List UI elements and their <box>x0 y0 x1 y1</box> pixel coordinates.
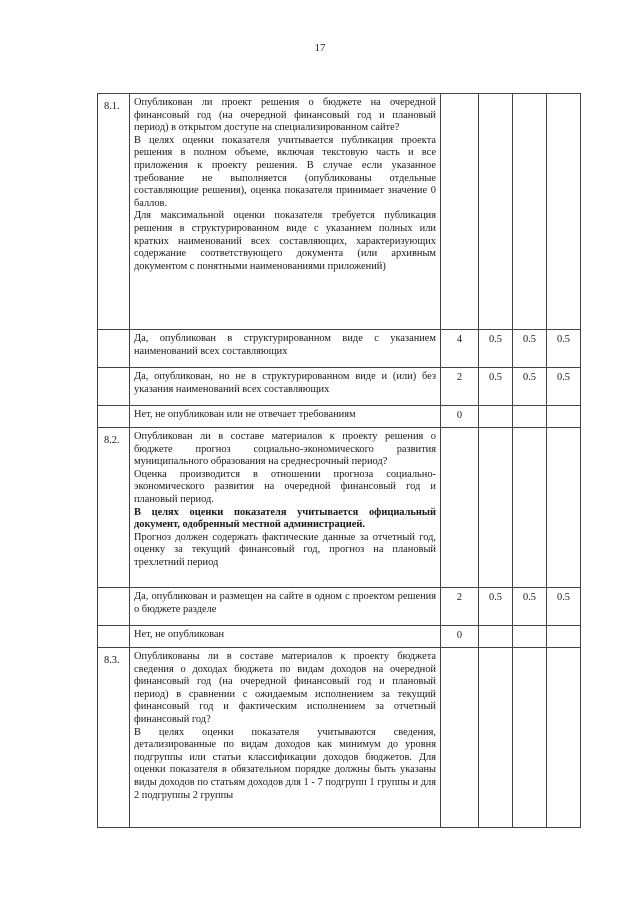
value-cell: 0.5 <box>513 588 547 626</box>
value-cell: 0.5 <box>479 588 513 626</box>
question-paragraph: Оценка производится в отношении прогноза социально-экономического развития на очередной финансовый год и плановый период. <box>134 468 436 505</box>
answer-text: Да, опубликован в структурированном виде с указанием наименований всех составляющих <box>130 330 441 368</box>
question-paragraph: Опубликован ли в составе материалов к проекту решения о бюджете прогноз социально-экономического развития муниципального образования на среднесрочный период? <box>134 431 436 468</box>
empty-cell <box>98 588 130 626</box>
question-text <box>130 94 441 330</box>
question-text <box>130 428 441 588</box>
answer-text: Да, опубликован, но не в структурированном виде и (или) без указания наименований всех составляющих <box>130 368 441 406</box>
question-row <box>98 94 581 330</box>
value-cell <box>513 626 547 648</box>
question-paragraph: В целях оценки показателя учитывается публикация проекта решения в полном объеме, включая текстовую часть и все приложения к проекту решения. В случае если указанное требование не выполняется (опубликованы отдельные составляющие решения), оценка показателя принимает значение 0 баллов. <box>134 134 436 209</box>
value-cell <box>513 428 547 588</box>
value-cell <box>547 428 581 588</box>
value-cell: 0.5 <box>547 330 581 368</box>
question-paragraph: Опубликован ли проект решения о бюджете на очередной финансовый год (на очередной финансовый год и плановый период) в открытом доступе на специализированном сайте? <box>134 97 436 134</box>
score-cell: 2 <box>441 588 479 626</box>
value-cell: 0.5 <box>479 330 513 368</box>
score-cell <box>441 428 479 588</box>
answer-row <box>98 588 581 626</box>
question-row <box>98 428 581 588</box>
answer-text: Нет, не опубликован или не отвечает требованиям <box>130 406 441 428</box>
value-cell <box>547 406 581 428</box>
score-cell: 0 <box>441 626 479 648</box>
question-row <box>98 648 581 828</box>
answer-text: Нет, не опубликован <box>130 626 441 648</box>
section-number: 8.3. <box>98 648 130 828</box>
answer-row <box>98 368 581 406</box>
value-cell <box>547 94 581 330</box>
score-cell: 4 <box>441 330 479 368</box>
value-cell <box>547 648 581 828</box>
value-cell: 0.5 <box>547 588 581 626</box>
empty-cell <box>98 330 130 368</box>
section-number: 8.2. <box>98 428 130 588</box>
score-cell: 0 <box>441 406 479 428</box>
value-cell: 0.5 <box>547 368 581 406</box>
score-cell <box>441 94 479 330</box>
question-paragraph: В целях оценки показателя учитываются сведения, детализированные по видам доходов как минимум до уровня подгруппы или статьи классификации доходов бюджетов. Для оценки показателя в обязательном порядке должны быть указаны виды доходов по статьям доходов для 1 - 7 подгрупп 1 группы и для 2 подгруппы 2 группы <box>134 726 436 801</box>
question-paragraph: В целях оценки показателя учитывается официальный документ, одобренный местной администрацией. <box>134 506 436 531</box>
question-paragraph: Прогноз должен содержать фактические данные за отчетный год, оценку за текущий финансовый год, прогноз на плановый трехлетний период <box>134 531 436 568</box>
score-cell <box>441 648 479 828</box>
value-cell: 0.5 <box>479 368 513 406</box>
section-number: 8.1. <box>98 94 130 330</box>
page-number: 17 <box>314 42 326 54</box>
empty-cell <box>98 406 130 428</box>
answer-row <box>98 330 581 368</box>
value-cell: 0.5 <box>513 330 547 368</box>
value-cell <box>479 406 513 428</box>
value-cell <box>479 648 513 828</box>
value-cell: 0.5 <box>513 368 547 406</box>
question-text <box>130 648 441 828</box>
criteria-table <box>97 93 581 828</box>
value-cell <box>479 94 513 330</box>
question-paragraph: Опубликованы ли в составе материалов к проекту бюджета сведения о доходах бюджета по видам доходов на очередной финансовый год (на очередной финансовый год и плановый период) в сравнении с ожидаемым исполнением за текущий финансовый год и фактическим исполнением за отчетный финансовый год? <box>134 651 436 725</box>
value-cell <box>479 428 513 588</box>
answer-row <box>98 406 581 428</box>
empty-cell <box>98 368 130 406</box>
value-cell <box>513 648 547 828</box>
question-paragraph: Для максимальной оценки показателя требуется публикация решения в структурированном виде с указанием полных или кратких наименований всех составляющих, характеризующих содержание соответствующего документа (или архивным документом с понятными наименованиями приложений) <box>134 210 436 272</box>
answer-text: Да, опубликован и размещен на сайте в одном с проектом решения о бюджете разделе <box>130 588 441 626</box>
value-cell <box>479 626 513 648</box>
score-cell: 2 <box>441 368 479 406</box>
value-cell <box>547 626 581 648</box>
answer-row <box>98 626 581 648</box>
value-cell <box>513 406 547 428</box>
empty-cell <box>98 626 130 648</box>
value-cell <box>513 94 547 330</box>
